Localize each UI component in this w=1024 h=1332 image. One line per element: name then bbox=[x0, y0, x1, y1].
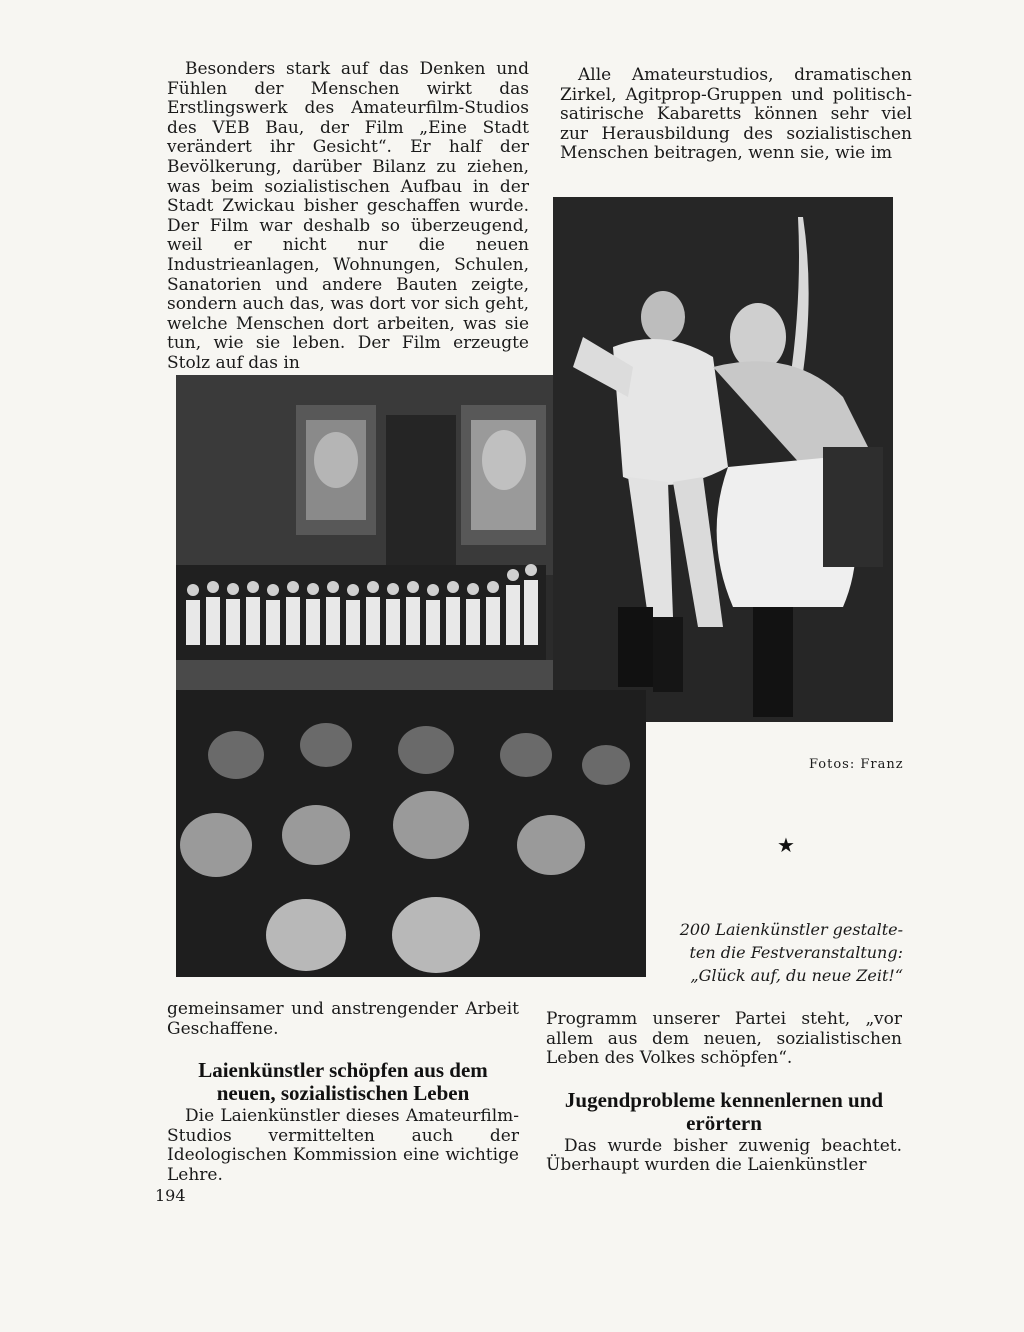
paragraph-continuation-left: gemeinsamer und anstrengender Arbeit Geschaffene. bbox=[167, 999, 519, 1039]
photo-credit: Fotos: Franz bbox=[809, 757, 904, 772]
heading-laienkuenstler: Laienkünstler schöpfen aus dem neuen, sozialistischen Leben bbox=[198, 1058, 488, 1106]
photo-choir-concert bbox=[176, 375, 646, 977]
heading-jugendprobleme: Jugendprobleme kennenlernen und erörtern bbox=[564, 1087, 884, 1135]
right-column-bottom bbox=[546, 1010, 902, 1176]
caption-line: „Glück auf, du neue Zeit!“ bbox=[690, 966, 903, 985]
right-column-top-text bbox=[560, 66, 912, 164]
left-column-top-text bbox=[167, 60, 529, 374]
paragraph-amateur-studios: Alle Amateurstudios, dramatischen Zirkel, Agitprop-Gruppen und politisch-satirische Kabaretts können sehr viel zur Herausbildung des sozialistischen Menschen beitragen, wenn sie, wie im bbox=[560, 65, 912, 164]
paragraph-continuation-right: Programm unserer Partei steht, „vor allem aus dem neuen, sozialistischen Leben des Volkes schöpfen“. bbox=[546, 1009, 902, 1069]
caption-line: 200 Laienkünstler gestalte- bbox=[679, 920, 903, 939]
photo-caption bbox=[650, 918, 903, 987]
paragraph-jugendprobleme: Das wurde bisher zuwenig beachtet. Überhaupt wurden die Laienkünstler bbox=[546, 1135, 902, 1176]
caption-line: ten die Festveranstaltung: bbox=[689, 943, 903, 962]
page-number: 194 bbox=[155, 1186, 186, 1205]
choir-photo-graphic bbox=[176, 375, 646, 977]
paragraph-film: Besonders stark auf das Denken und Fühlen der Menschen wirkt das Erstlingswerk des Amateurfilm-Studios des VEB Bau, der Film „Eine Stadt verändert ihr Gesicht“. Er half der Bevölkerung, darüber Bilanz zu ziehen, was beim sozialistischen Aufbau in der Stadt Zwickau bisher geschaffen wurde. Der Film war deshalb so überzeugend, weil er nicht nur die neuen Industrieanlagen, Wohnungen, Schulen, Sanatorien und andere Bauten zeigte, sondern auch das, was dort vor sich geht, welche Menschen dort arbeiten, was sie tun, wie sie leben. Der Film erzeugte Stolz auf das in bbox=[167, 59, 529, 373]
paragraph-laienkuenstler: Die Laienkünstler dieses Amateurfilm-Studios vermittelten auch der Ideologischen Kommission eine wichtige Lehre. bbox=[167, 1106, 519, 1185]
star-separator: ★ bbox=[777, 833, 795, 857]
left-column-bottom bbox=[167, 1000, 519, 1186]
